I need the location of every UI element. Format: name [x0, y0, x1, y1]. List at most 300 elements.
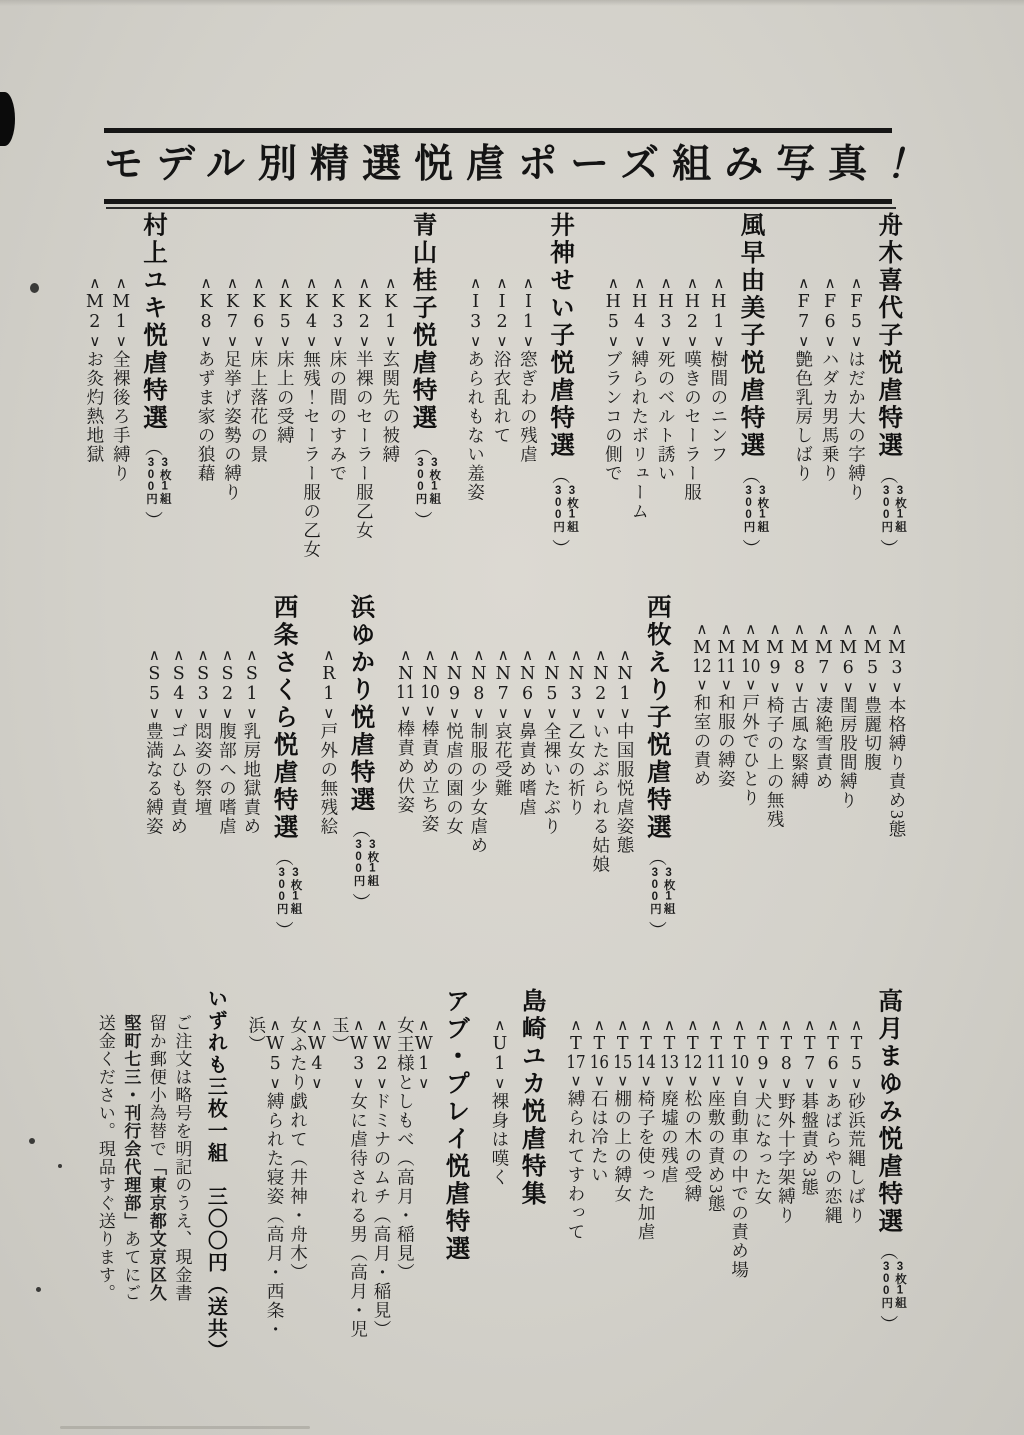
code-letter: U [489, 1034, 510, 1054]
item-label: 縛られたボリューム [629, 350, 650, 521]
item-code [372, 1016, 392, 1092]
code-bracket-close: ∨ [693, 675, 711, 694]
code-bracket-open: ∧ [381, 274, 400, 292]
catalog-item [693, 594, 711, 1018]
code-bracket-close: ∨ [197, 332, 216, 350]
item-code [319, 646, 339, 722]
catalog-section [466, 212, 578, 632]
item-label: 哀花受難 [493, 722, 514, 798]
code-bracket-close: ∨ [85, 332, 104, 350]
item-code [518, 646, 538, 722]
code-bracket-close: ∨ [613, 1071, 632, 1090]
code-bracket-close: ∨ [349, 1074, 368, 1092]
code-letter: I [465, 292, 486, 312]
code-bracket-open: ∧ [790, 620, 809, 638]
note-body-post: あてにご送金ください。現品すぐ送ります。 [95, 1014, 141, 1302]
catalog-item [794, 212, 812, 632]
catalog-item [223, 212, 241, 632]
note-heading-text: いずれも三枚一組 三〇〇円（送共） [204, 988, 227, 1362]
item-code [542, 646, 562, 722]
code-number: 1 [318, 684, 339, 704]
item-code [349, 1016, 369, 1092]
code-bracket-open: ∧ [466, 274, 485, 292]
catalog-item [491, 988, 509, 1354]
code-letter: M [838, 638, 859, 658]
scan-artifact-smudge [60, 1426, 310, 1429]
code-number: 5 [541, 684, 562, 704]
catalog-item [707, 988, 725, 1354]
catalog-section-continued [693, 594, 906, 1018]
item-label: 石は冷たい [589, 1089, 610, 1185]
item-label: 碁盤責め3態 [799, 1092, 820, 1198]
code-number: 2 [492, 312, 513, 332]
catalog-item [145, 594, 163, 1018]
code-number: 4 [306, 1054, 327, 1074]
code-number: 1 [380, 312, 401, 332]
catalog-band-top [84, 212, 906, 632]
code-bracket-open: ∧ [741, 620, 760, 638]
code-number: 5 [603, 312, 624, 332]
item-code [111, 274, 131, 350]
code-bracket-open: ∧ [218, 646, 237, 664]
code-bracket-open: ∧ [657, 274, 676, 292]
item-label: 野外十字架縛り [776, 1092, 797, 1225]
code-number: 1 [708, 312, 729, 332]
code-letter: F [820, 292, 841, 312]
item-label: 裸身は嘆く [489, 1092, 510, 1187]
scan-artifact-speck [30, 283, 39, 293]
code-number: 9 [444, 684, 465, 704]
code-letter: W [348, 1034, 369, 1054]
code-letter: K [301, 292, 322, 312]
code-bracket-open: ∧ [766, 620, 785, 638]
item-code [603, 274, 623, 350]
code-bracket-close: ∨ [112, 332, 131, 350]
code-number: 2 [354, 312, 375, 332]
code-letter: T [799, 1034, 820, 1054]
code-bracket-close: ∨ [567, 704, 586, 722]
item-code [692, 620, 712, 694]
code-bracket-close: ∨ [373, 1074, 392, 1092]
catalog-item [630, 212, 648, 632]
catalog-item [194, 594, 212, 1018]
item-label: お灸灼熱地獄 [84, 350, 105, 464]
code-bracket-open: ∧ [414, 1016, 433, 1034]
code-number: 1 [241, 684, 262, 704]
item-label: 樹間のニンフ [708, 350, 729, 464]
code-bracket-close: ∨ [847, 332, 866, 350]
code-bracket-close: ∨ [839, 678, 858, 696]
code-letter: H [656, 292, 677, 312]
code-number: 3 [328, 312, 348, 332]
code-bracket-open: ∧ [194, 646, 213, 664]
item-label: 女王様としもべ（高月・稲見） [395, 1016, 416, 1282]
item-label: ドミナのムチ（高月・稲見） [372, 1092, 393, 1339]
item-code [800, 1016, 820, 1092]
item-code [730, 1016, 750, 1090]
code-bracket-close: ∨ [469, 704, 488, 722]
item-code [249, 274, 269, 350]
item-code [659, 1016, 679, 1090]
item-code [193, 646, 213, 722]
paren-open: （ [412, 438, 433, 457]
code-number: 17 [566, 1054, 586, 1072]
catalog-item [331, 988, 368, 1354]
item-label: 浴衣乱れて [492, 350, 513, 445]
code-bracket-open: ∧ [85, 274, 104, 292]
price-warichu: 3枚1組300円 [552, 484, 578, 532]
paren-close: ） [550, 538, 571, 558]
code-bracket-open: ∧ [542, 646, 561, 664]
model-name: 青山桂子悦虐特選 [409, 212, 437, 432]
set-price [550, 465, 578, 558]
set-price [412, 438, 441, 530]
catalog-section [491, 988, 545, 1354]
item-code [396, 646, 416, 720]
code-bracket-open: ∧ [616, 646, 635, 664]
code-number: 8 [468, 684, 489, 704]
code-bracket-open: ∧ [396, 646, 415, 664]
item-code [636, 1016, 656, 1090]
code-bracket-close: ∨ [683, 332, 702, 350]
model-name: 高月まゆみ悦虐特選 [875, 988, 903, 1236]
code-bracket-close: ∨ [493, 332, 512, 350]
section-header [644, 594, 675, 1018]
code-number: 8 [776, 1054, 797, 1074]
catalog-item [381, 212, 399, 632]
code-number: 3 [566, 684, 587, 704]
code-bracket-open: ∧ [693, 620, 711, 638]
item-code [776, 1016, 796, 1092]
catalog-item [276, 212, 294, 632]
code-number: 5 [846, 1054, 867, 1074]
item-label: 砂浜荒縄しばり [846, 1092, 867, 1225]
catalog-item [396, 594, 414, 1018]
code-bracket-close: ∨ [519, 332, 538, 350]
code-bracket-open: ∧ [604, 274, 623, 292]
item-code [709, 274, 729, 350]
code-number: 5 [144, 684, 165, 704]
paren-close: ） [142, 511, 163, 530]
section-header [140, 212, 171, 632]
code-bracket-open: ∧ [242, 646, 261, 664]
code-letter: T [589, 1034, 610, 1054]
set-price [740, 465, 769, 558]
code-letter: M [692, 638, 712, 658]
code-number: 7 [493, 684, 514, 704]
item-code [589, 1016, 609, 1090]
code-bracket-close: ∨ [683, 1071, 702, 1090]
code-letter: K [328, 292, 348, 312]
catalog-item [604, 212, 622, 632]
code-bracket-open: ∧ [169, 646, 188, 664]
item-label: はだか大の字縛り [846, 350, 867, 502]
code-letter: H [682, 292, 703, 312]
code-letter: T [636, 1034, 657, 1054]
paren-open: （ [273, 847, 294, 867]
code-bracket-close: ∨ [604, 332, 623, 350]
code-number: 10 [741, 658, 761, 676]
section-header [875, 988, 906, 1354]
code-bracket-close: ∨ [218, 704, 237, 722]
section-header [738, 212, 769, 632]
item-code [613, 1016, 633, 1090]
code-bracket-open: ∧ [613, 1016, 632, 1034]
item-label: 古風な緊縛 [789, 696, 810, 791]
code-number: 5 [862, 658, 883, 678]
section-header [271, 594, 302, 1018]
scan-artifact-speck [29, 1138, 35, 1144]
set-price [878, 465, 906, 558]
catalog-section [145, 594, 301, 1018]
paren-open: （ [646, 847, 667, 867]
code-bracket-open: ∧ [800, 1016, 819, 1034]
item-label: 棒責め立ち姿 [420, 719, 441, 834]
paren-close: ） [412, 511, 433, 530]
item-code [846, 1016, 866, 1092]
code-bracket-close: ∨ [302, 332, 321, 350]
code-bracket-open: ∧ [223, 274, 242, 292]
catalog-item [821, 212, 839, 632]
paren-close: ） [878, 538, 899, 558]
code-bracket-open: ∧ [630, 274, 649, 292]
catalog-item [218, 594, 236, 1018]
code-number: 7 [813, 658, 834, 678]
item-label: あずま家の狼藉 [196, 350, 217, 483]
item-code [444, 646, 464, 722]
price-warichu: 3枚1組300円 [414, 457, 441, 505]
code-bracket-open: ∧ [839, 620, 858, 638]
item-code [493, 646, 513, 722]
code-bracket-close: ∨ [319, 704, 338, 722]
catalog-section [604, 212, 768, 632]
paren-open: （ [878, 465, 899, 485]
item-code [566, 646, 586, 722]
code-bracket-open: ∧ [493, 274, 512, 292]
code-bracket-close: ∨ [591, 704, 610, 722]
code-number: 3 [656, 312, 677, 332]
catalog-item [494, 594, 512, 1018]
code-bracket-close: ∨ [414, 1074, 433, 1092]
item-label: 艶色乳房しばり [793, 350, 814, 483]
item-code [85, 274, 105, 350]
code-bracket-open: ∧ [355, 274, 374, 292]
note-body [92, 988, 194, 1318]
catalog-section [319, 594, 378, 1018]
catalog-item [766, 594, 784, 1018]
code-bracket-open: ∧ [863, 620, 882, 638]
item-label: 和室の責め [692, 693, 712, 789]
catalog-item [543, 594, 561, 1018]
code-number: 2 [217, 684, 238, 704]
catalog-item [319, 594, 337, 1018]
scan-artifact-speck [36, 1287, 41, 1292]
item-code [265, 1016, 285, 1092]
code-letter: W [413, 1034, 434, 1054]
catalog-item [329, 212, 347, 632]
code-number: 8 [196, 312, 217, 332]
code-letter: N [541, 664, 562, 684]
price-warichu: 3枚1組300円 [880, 484, 906, 532]
code-bracket-close: ∨ [657, 332, 676, 350]
code-number: 3 [465, 312, 486, 332]
item-label: 足挙げ姿勢の縛り [222, 350, 243, 502]
code-letter: N [517, 664, 538, 684]
code-bracket-open: ∧ [847, 1016, 866, 1034]
model-name: 風早由美子悦虐特選 [737, 212, 765, 460]
code-bracket-open: ∧ [707, 1016, 726, 1034]
code-bracket-close: ∨ [630, 332, 649, 350]
catalog-item [169, 594, 187, 1018]
catalog-item [396, 988, 433, 1354]
item-label: 乳房地獄責め [241, 722, 262, 836]
code-number: 2 [372, 1054, 393, 1074]
set-price [350, 820, 379, 912]
code-bracket-open: ∧ [494, 646, 513, 664]
code-bracket-open: ∧ [590, 1016, 609, 1034]
catalog-item [373, 988, 391, 1354]
item-code [716, 620, 736, 694]
item-label: 床上落花の景 [248, 350, 269, 464]
code-bracket-open: ∧ [329, 274, 347, 292]
code-number: 1 [413, 1054, 434, 1074]
item-label: 無残！セーラー服の乙女 [301, 350, 322, 559]
code-number: 1 [518, 312, 539, 332]
code-bracket-close: ∨ [518, 704, 537, 722]
item-label: 椅子を使った加虐 [636, 1089, 657, 1242]
catalog-item [469, 594, 487, 1018]
code-bracket-close: ∨ [445, 704, 464, 722]
code-bracket-open: ∧ [276, 274, 295, 292]
scan-artifact-blob [0, 92, 15, 146]
code-letter: N [444, 664, 465, 684]
code-letter: T [706, 1034, 727, 1054]
code-bracket-open: ∧ [637, 1016, 656, 1034]
catalog-item [730, 988, 748, 1354]
code-letter: T [565, 1034, 586, 1054]
price-warichu: 3枚1組300円 [648, 866, 675, 914]
code-number: 12 [692, 658, 712, 676]
paren-close: ） [350, 893, 371, 912]
item-label: 棚の上の縛女 [612, 1089, 633, 1204]
code-bracket-close: ∨ [249, 332, 268, 350]
item-label: 半裸のセーラー服乙女 [354, 350, 375, 540]
code-bracket-open: ∧ [591, 646, 610, 664]
paren-close: ） [273, 920, 294, 940]
item-label: 悦虐の園の女 [444, 722, 465, 836]
code-number: 2 [682, 312, 703, 332]
item-code [196, 274, 216, 350]
code-bracket-open: ∧ [794, 274, 813, 292]
code-bracket-open: ∧ [302, 274, 321, 292]
item-code [838, 620, 858, 696]
code-bracket-open: ∧ [753, 1016, 772, 1034]
paren-open: （ [550, 465, 571, 485]
code-number: 7 [799, 1054, 820, 1074]
catalog-item [683, 988, 701, 1354]
code-letter: K [196, 292, 217, 312]
catalog-item [613, 988, 631, 1354]
code-letter: W [306, 1034, 327, 1054]
code-letter: M [887, 638, 907, 658]
model-name: 浜ゆかり悦虐特選 [347, 594, 375, 814]
code-letter: N [468, 664, 489, 684]
item-code [741, 620, 761, 694]
code-number: 3 [348, 1054, 369, 1074]
code-bracket-close: ∨ [266, 1074, 285, 1092]
catalog-item [289, 988, 326, 1354]
code-bracket-close: ∨ [169, 704, 188, 722]
code-letter: W [265, 1034, 286, 1054]
code-number: 2 [590, 684, 611, 704]
note-heading [204, 988, 227, 1362]
item-code [706, 1016, 726, 1090]
item-code [144, 646, 164, 722]
item-code [492, 274, 512, 350]
code-bracket-open: ∧ [683, 1016, 702, 1034]
code-number: 6 [820, 312, 841, 332]
catalog-item [85, 212, 103, 632]
code-letter: F [793, 292, 814, 312]
code-bracket-close: ∨ [307, 1074, 326, 1092]
item-label: 女に虐待される男（高月・児玉） [330, 1016, 369, 1339]
catalog-item [888, 594, 906, 1018]
price-warichu: 3枚1組300円 [352, 839, 379, 887]
catalog-item [754, 988, 772, 1354]
catalog-item [683, 212, 701, 632]
set-price [646, 847, 675, 940]
code-bracket-close: ∨ [814, 678, 833, 696]
code-number: 7 [222, 312, 243, 332]
catalog-item [847, 212, 865, 632]
code-bracket-open: ∧ [421, 646, 440, 664]
code-letter: K [248, 292, 269, 312]
code-bracket-close: ∨ [717, 675, 736, 694]
paren-open: （ [142, 438, 163, 457]
item-code [753, 1016, 773, 1092]
code-bracket-close: ∨ [145, 704, 164, 722]
code-bracket-open: ∧ [717, 620, 736, 638]
code-number: 11 [396, 684, 416, 702]
item-label: 閨房股間縛り [838, 696, 859, 810]
code-bracket-open: ∧ [567, 646, 586, 664]
catalog-item [466, 212, 484, 632]
item-label: 腹部への嗜虐 [217, 722, 238, 836]
item-label: 座敷の責め3態 [706, 1089, 727, 1214]
code-bracket-close: ∨ [490, 1074, 509, 1092]
code-number: 7 [793, 312, 814, 332]
code-number: 1 [615, 684, 636, 704]
item-label: ハダカ男馬乗り [820, 350, 841, 483]
item-label: 窓ぎわの残虐 [518, 350, 539, 464]
code-bracket-open: ∧ [824, 1016, 843, 1034]
catalog-band-bottom [95, 988, 906, 1362]
catalog-section [85, 212, 170, 632]
code-number: 5 [275, 312, 296, 332]
code-bracket-close: ∨ [590, 1071, 609, 1090]
catalog-item [519, 212, 537, 632]
code-letter: T [659, 1034, 680, 1054]
item-label: 椅子の上の無残 [765, 696, 786, 829]
code-letter: S [193, 664, 214, 684]
code-bracket-close: ∨ [790, 678, 809, 696]
item-label: 豊麗切腹 [862, 696, 883, 772]
model-name: 舟木喜代子悦虐特選 [875, 212, 903, 460]
model-name: 村上ユキ悦虐特選 [139, 212, 167, 432]
item-code [765, 620, 785, 696]
code-bracket-close: ∨ [421, 701, 440, 720]
code-number: 9 [765, 658, 786, 678]
